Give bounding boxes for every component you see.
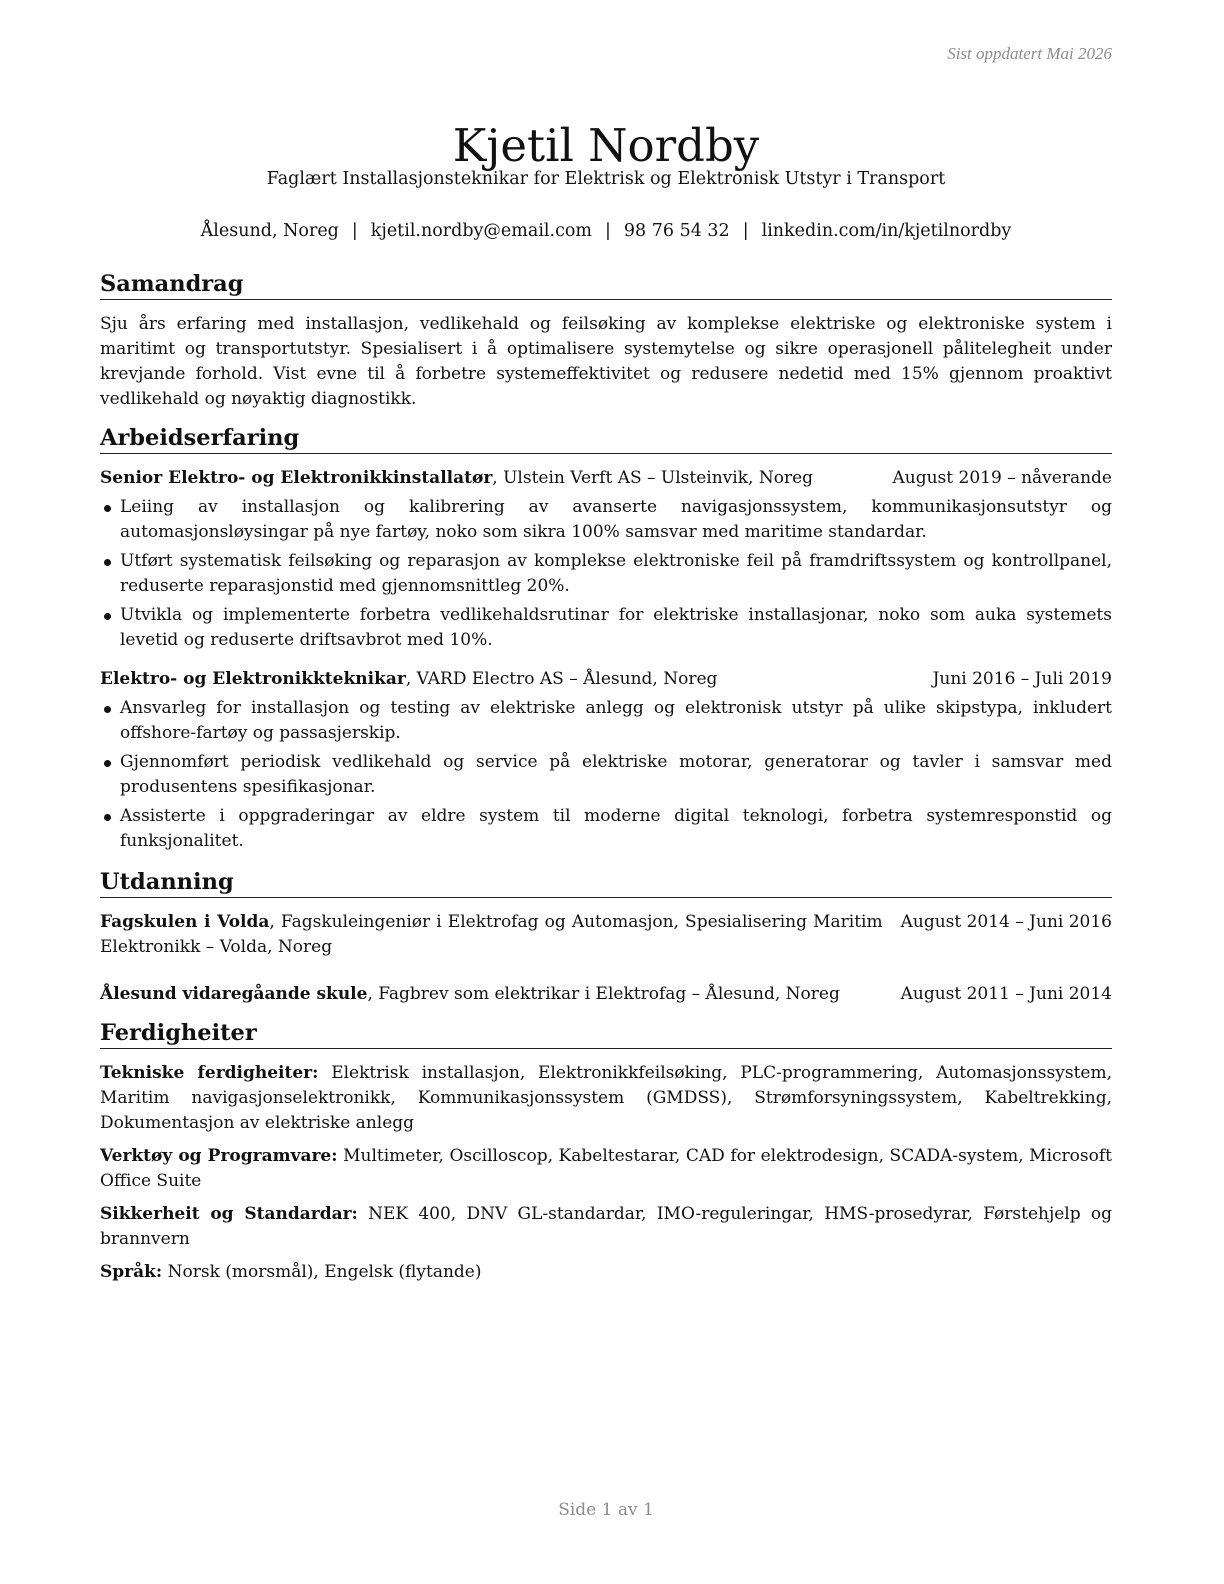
summary-text: Sju års erfaring med installasjon, vedlikehald og feilsøking av komplekse elektriske og elektroniske system i maritimt og transportutstyr. Spesialisert i å optimalisere systemytelse og sikre operasjonell pålitelegheit under krevjande forhold. Vist evne til å forbetre systemeffektivitet og redusere nedetid med 15% gjennom proaktivt vedlikehald og nøyaktig diagnostikk. — [100, 314, 1112, 409]
skill-text: Multimeter, Oscilloscop, Kabeltestarar, CAD for elektrodesign, SCADA-system, Microsoft Office Suite — [100, 1146, 1112, 1191]
last-updated: Sist oppdatert Mai 2026 — [947, 44, 1112, 63]
skills-section — [100, 1019, 1112, 1285]
contact-separator: | — [605, 221, 611, 241]
resume-content — [100, 270, 1112, 1297]
section-heading-skills: Ferdigheiter — [100, 1019, 1112, 1049]
candidate-title: Faglært Installasjonsteknikar for Elektrisk og Elektronisk Utstyr i Transport — [266, 169, 946, 189]
contact-line — [100, 219, 1112, 243]
section-heading-summary: Samandrag — [100, 270, 1112, 300]
education-entry — [100, 982, 1112, 1007]
skill-label: Tekniske ferdigheiter: — [100, 1063, 319, 1083]
contact-email[interactable]: kjetil.nordby@email.com — [370, 221, 593, 241]
section-heading-experience: Arbeidserfaring — [100, 424, 1112, 454]
job-bullets — [100, 495, 1112, 653]
contact-phone: 98 76 54 32 — [623, 221, 730, 241]
skill-line — [100, 1260, 1112, 1285]
candidate-name: Kjetil Nordby — [452, 119, 760, 173]
education-detail: , Fagskuleingeniør i Elektrofag og Automasjon, Spesialisering Maritim Elektronikk – Volda, Noreg — [100, 912, 883, 957]
job-dates: Juni 2016 – Juli 2019 — [932, 669, 1112, 689]
school-name: Fagskulen i Volda — [100, 912, 270, 932]
summary-section — [100, 270, 1112, 412]
skill-line — [100, 1061, 1112, 1136]
education-dates: August 2011 – Juni 2014 — [900, 984, 1112, 1004]
bullet-item: Leiing av installasjon og kalibrering av avanserte navigasjonssystem, kommunikasjonsutstyr og automasjonsløysingar på nye fartøy, noko som sikra 100% samsvar med maritime standardar. — [100, 495, 1112, 545]
job-entry — [100, 466, 1112, 653]
contact-location: Ålesund, Noreg — [200, 221, 339, 241]
education-section — [100, 868, 1112, 1007]
job-header — [100, 466, 1112, 491]
contact-separator: | — [351, 221, 358, 241]
bullet-item: Ansvarleg for installasjon og testing av elektriske anlegg og elektronisk utstyr på ulike skipstypa, inkludert offshore-fartøy og passasjerskip. — [100, 696, 1112, 746]
education-dates: August 2014 – Juni 2016 — [900, 912, 1112, 932]
education-entry — [100, 910, 1112, 960]
job-bullets — [100, 696, 1112, 854]
skill-line — [100, 1202, 1112, 1252]
bullet-item: Gjennomført periodisk vedlikehald og service på elektriske motorar, generatorar og tavler i samsvar med produsentens spesifikasjonar. — [100, 750, 1112, 800]
resume-page — [100, 0, 1112, 1584]
education-detail: , Fagbrev som elektrikar i Elektrofag – Ålesund, Noreg — [367, 984, 840, 1004]
contact-separator: | — [742, 221, 749, 241]
contact-linkedin[interactable]: linkedin.com/in/kjetilnordby — [761, 221, 1012, 241]
skill-line — [100, 1144, 1112, 1194]
skill-text: NEK 400, DNV GL-standardar, IMO-reguleringar, HMS-prosedyrar, Førstehjelp og brannvern — [100, 1204, 1112, 1249]
skill-label: Sikkerheit og Standardar: — [100, 1204, 358, 1224]
page-number: Side 1 av 1 — [558, 1500, 654, 1520]
job-entry — [100, 667, 1112, 854]
section-heading-education: Utdanning — [100, 868, 1112, 898]
job-employer: , VARD Electro AS – Ålesund, Noreg — [405, 669, 718, 689]
job-title: Elektro- og Elektronikkteknikar — [100, 669, 406, 689]
job-title: Senior Elektro- og Elektronikkinstallatør — [100, 468, 493, 488]
school-name: Ålesund vidaregåande skule — [100, 984, 368, 1004]
bullet-item: Utvikla og implementerte forbetra vedlikehaldsrutinar for elektriske installasjonar, noko som auka systemets levetid og reduserte driftsavbrot med 10%. — [100, 603, 1112, 653]
bullet-item: Assisterte i oppgraderingar av eldre system til moderne digital teknologi, forbetra systemresponstid og funksjonalitet. — [100, 804, 1112, 854]
skill-label: Verktøy og Programvare: — [100, 1146, 338, 1166]
job-header — [100, 667, 1112, 692]
bullet-item: Utført systematisk feilsøking og reparasjon av komplekse elektroniske feil på framdriftssystem og kontrollpanel, reduserte reparasjonstid med gjennomsnittleg 20%. — [100, 549, 1112, 599]
skill-text: Norsk (morsmål), Engelsk (flytande) — [162, 1262, 482, 1282]
job-employer: , Ulstein Verft AS – Ulsteinvik, Noreg — [492, 468, 814, 488]
skill-text: Elektrisk installasjon, Elektronikkfeilsøking, PLC-programmering, Automasjonssystem, Maritim navigasjonselektronikk, Kommunikasjonssystem (GMDSS), Strømforsyningssystem, Kabeltrekking, Dokumentasjon av elektriske anlegg — [100, 1063, 1112, 1133]
skill-label: Språk: — [100, 1262, 163, 1282]
job-dates: August 2019 – nåverande — [892, 468, 1112, 488]
experience-section — [100, 424, 1112, 854]
